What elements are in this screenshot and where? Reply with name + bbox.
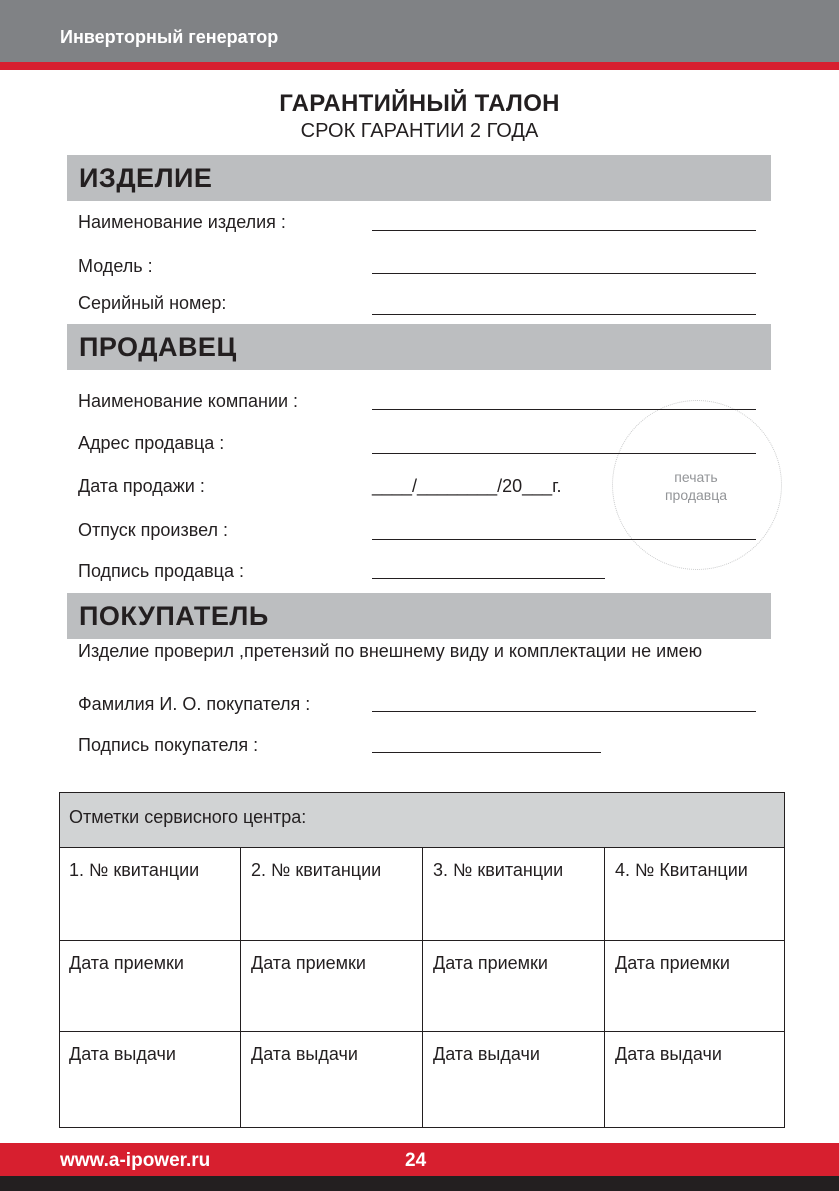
section-buyer-heading: ПОКУПАТЕЛЬ	[79, 601, 269, 631]
section-product	[67, 155, 771, 201]
service-table-header	[60, 793, 784, 848]
seller-date-label: Дата продажи :	[78, 476, 205, 496]
table-divider	[422, 847, 423, 1127]
issue-date-cell-2[interactable]: Дата выдачи	[251, 1044, 358, 1064]
acceptance-date-cell-1[interactable]: Дата приемки	[69, 953, 184, 973]
page-number: 24	[405, 1150, 427, 1171]
issue-date-cell-1[interactable]: Дата выдачи	[69, 1044, 176, 1064]
section-buyer	[67, 593, 771, 639]
footer-dark-stripe	[0, 1176, 839, 1191]
seller-released-field[interactable]	[372, 539, 756, 540]
receipt-number-cell-4[interactable]: 4. № Квитанции	[615, 860, 748, 880]
table-divider	[604, 847, 605, 1127]
section-seller	[67, 324, 771, 370]
header-title: Инверторный генератор	[60, 27, 279, 47]
service-center-table	[59, 792, 785, 1128]
issue-date-cell-4[interactable]: Дата выдачи	[615, 1044, 722, 1064]
footer-website-link[interactable]: www.a-ipower.ru	[60, 1150, 211, 1171]
receipt-number-cell-2[interactable]: 2. № квитанции	[251, 860, 382, 880]
stamp-label-line-1: печать	[674, 469, 718, 485]
product-name-field[interactable]	[372, 230, 756, 231]
header-accent-stripe	[0, 62, 839, 70]
acceptance-date-cell-3[interactable]: Дата приемки	[433, 953, 548, 973]
seller-date-field[interactable]: ____/________/20___г.	[372, 476, 562, 496]
acceptance-date-cell-2[interactable]: Дата приемки	[251, 953, 366, 973]
buyer-signature-field[interactable]	[372, 752, 601, 753]
product-serial-label: Серийный номер:	[78, 293, 227, 313]
table-divider	[240, 847, 241, 1127]
seller-address-label: Адрес продавца :	[78, 433, 225, 453]
section-seller-heading: ПРОДАВЕЦ	[79, 332, 237, 362]
table-divider	[60, 940, 784, 941]
table-divider	[60, 1031, 784, 1032]
issue-date-cell-3[interactable]: Дата выдачи	[433, 1044, 540, 1064]
receipt-number-cell-1[interactable]: 1. № квитанции	[69, 860, 200, 880]
document-subtitle: СРОК ГАРАНТИИ 2 ГОДА	[300, 120, 539, 142]
product-model-field[interactable]	[372, 273, 756, 274]
seller-signature-field[interactable]	[372, 578, 605, 579]
product-serial-field[interactable]	[372, 314, 756, 315]
buyer-name-field[interactable]	[372, 711, 756, 712]
receipt-number-cell-3[interactable]: 3. № квитанции	[433, 860, 564, 880]
seller-released-label: Отпуск произвел :	[78, 520, 229, 540]
seller-address-field[interactable]	[372, 453, 756, 454]
product-model-label: Модель :	[78, 256, 153, 276]
document-title: ГАРАНТИЙНЫЙ ТАЛОН	[279, 90, 560, 117]
service-table-heading: Отметки сервисного центра:	[69, 807, 307, 827]
buyer-acceptance-note: Изделие проверил ,претензий по внешнему виду и комплектации не имею	[78, 641, 703, 661]
section-product-heading: ИЗДЕЛИЕ	[79, 163, 213, 193]
seller-company-label: Наименование компании :	[78, 391, 299, 411]
acceptance-date-cell-4[interactable]: Дата приемки	[615, 953, 730, 973]
seller-signature-label: Подпись продавца :	[78, 561, 245, 581]
seller-stamp-label	[612, 468, 780, 504]
product-name-label: Наименование изделия :	[78, 212, 286, 232]
buyer-name-label: Фамилия И. О. покупателя :	[78, 694, 311, 714]
seller-company-field[interactable]	[372, 409, 756, 410]
buyer-signature-label: Подпись покупателя :	[78, 735, 259, 755]
stamp-label-line-2: продавца	[664, 487, 728, 503]
